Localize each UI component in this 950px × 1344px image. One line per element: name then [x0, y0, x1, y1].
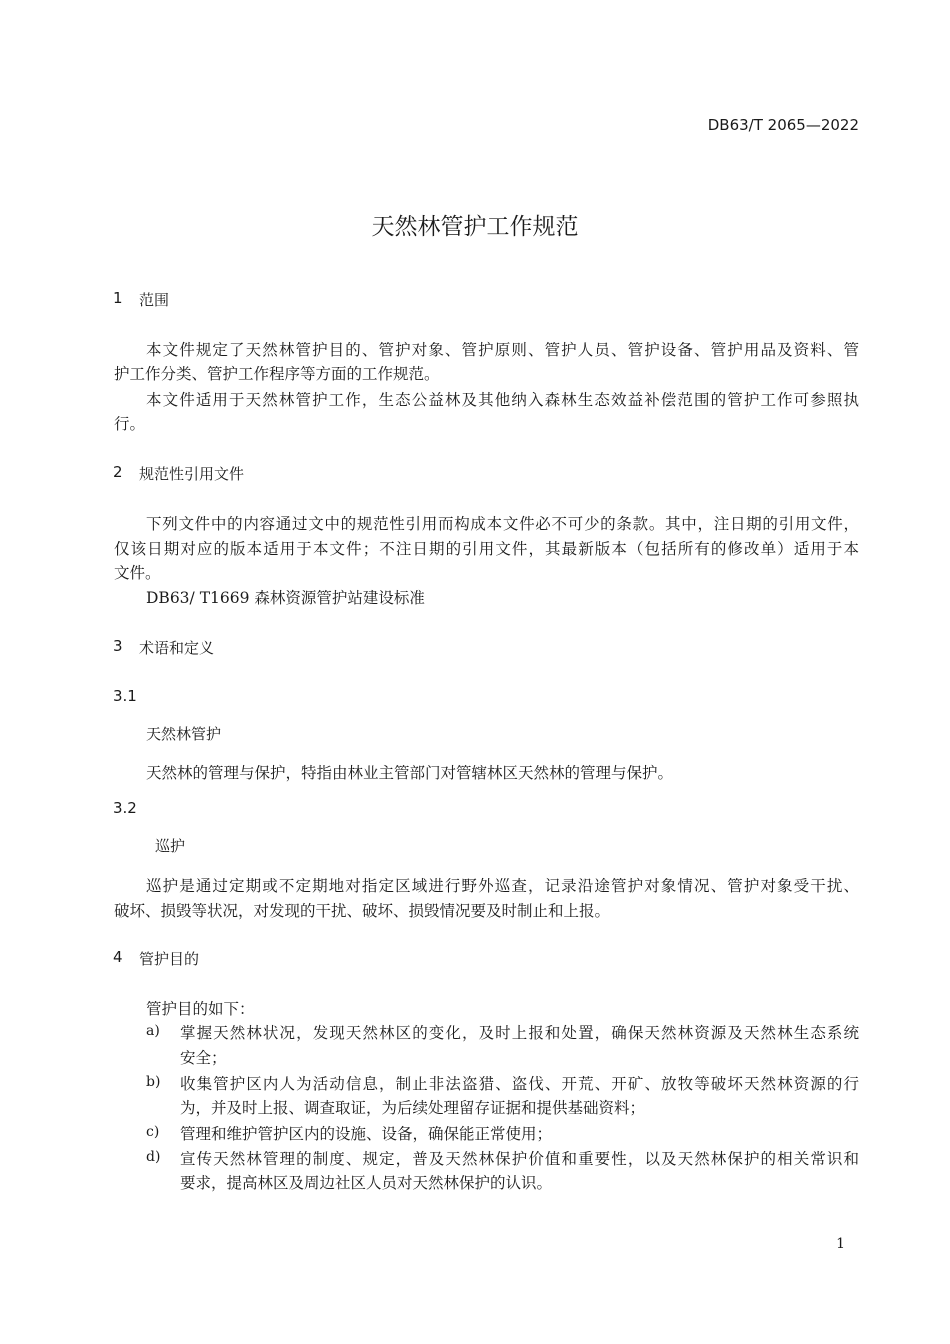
- section-2-paragraph-line-3: 文件。: [114, 564, 161, 582]
- doc-code: DB63/T 2065—2022: [707, 116, 859, 134]
- section-2-paragraph-line-1: 下列文件中的内容通过文中的规范性引用而构成本文件必不可少的条款。其中，注日期的引用文件，: [146, 515, 859, 533]
- list-item-marker: b): [146, 1074, 161, 1090]
- section-2-title: 规范性引用文件: [139, 465, 245, 483]
- list-item-line-1: 收集管护区内人为活动信息，制止非法盗猎、盗伐、开荒、开矿、放牧等破坏天然林资源的行: [180, 1075, 859, 1093]
- term-3-2-definition-line-2: 破坏、损毁等状况，对发现的干扰、破坏、损毁情况要及时制止和上报。: [114, 902, 611, 920]
- section-1-title: 范围: [139, 291, 170, 309]
- term-3-1-title: 天然林管护: [146, 725, 222, 743]
- section-1-number: 1: [113, 289, 123, 307]
- term-3-1-definition: 天然林的管理与保护，特指由林业主管部门对管辖林区天然林的管理与保护。: [146, 764, 674, 782]
- page-number: 1: [836, 1236, 845, 1252]
- term-3-2-title: 巡护: [155, 837, 186, 855]
- list-item-marker: a): [146, 1023, 160, 1039]
- section-3-number: 3: [113, 637, 123, 655]
- section-4-number: 4: [113, 948, 123, 966]
- section-3-title: 术语和定义: [139, 639, 215, 657]
- list-item-line-2: 安全；: [180, 1049, 227, 1067]
- section-1-paragraph-2-line-1: 本文件适用于天然林管护工作，生态公益林及其他纳入森林生态效益补偿范围的管护工作可参照执: [146, 391, 859, 409]
- list-item-marker: d): [146, 1149, 161, 1165]
- page-title: 天然林管护工作规范: [371, 214, 579, 240]
- list-item-line-1: 掌握天然林状况，发现天然林区的变化，及时上报和处置，确保天然林资源及天然林生态系统: [180, 1024, 859, 1042]
- section-1-paragraph-2-line-2: 行。: [114, 415, 146, 433]
- list-item-line-1: 管理和维护管护区内的设施、设备，确保能正常使用；: [180, 1125, 553, 1143]
- list-item-line-2: 为，并及时上报、调查取证，为后续处理留存证据和提供基础资料；: [180, 1099, 646, 1117]
- term-3-1-number: 3.1: [113, 687, 137, 705]
- list-item-line-1: 宣传天然林管理的制度、规定，普及天然林保护价值和重要性，以及天然林保护的相关常识和: [180, 1150, 859, 1168]
- section-1-paragraph-1-line-1: 本文件规定了天然林管护目的、管护对象、管护原则、管护人员、管护设备、管护用品及资料、管: [146, 341, 859, 359]
- section-4-intro: 管护目的如下：: [146, 1000, 255, 1018]
- normative-reference: DB63/ T1669 森林资源管护站建设标准: [146, 589, 425, 607]
- term-3-2-definition-line-1: 巡护是通过定期或不定期地对指定区域进行野外巡查，记录沿途管护对象情况、管护对象受干扰、: [146, 877, 859, 895]
- list-item-line-2: 要求，提高林区及周边社区人员对天然林保护的认识。: [180, 1174, 553, 1192]
- section-2-number: 2: [113, 463, 123, 481]
- section-2-paragraph-line-2: 仅该日期对应的版本适用于本文件；不注日期的引用文件，其最新版本（包括所有的修改单）适用于本: [114, 540, 859, 558]
- term-3-2-number: 3.2: [113, 799, 137, 817]
- list-item-marker: c): [146, 1124, 160, 1140]
- section-1-paragraph-1-line-2: 护工作分类、管护工作程序等方面的工作规范。: [114, 365, 440, 383]
- section-4-title: 管护目的: [139, 950, 200, 968]
